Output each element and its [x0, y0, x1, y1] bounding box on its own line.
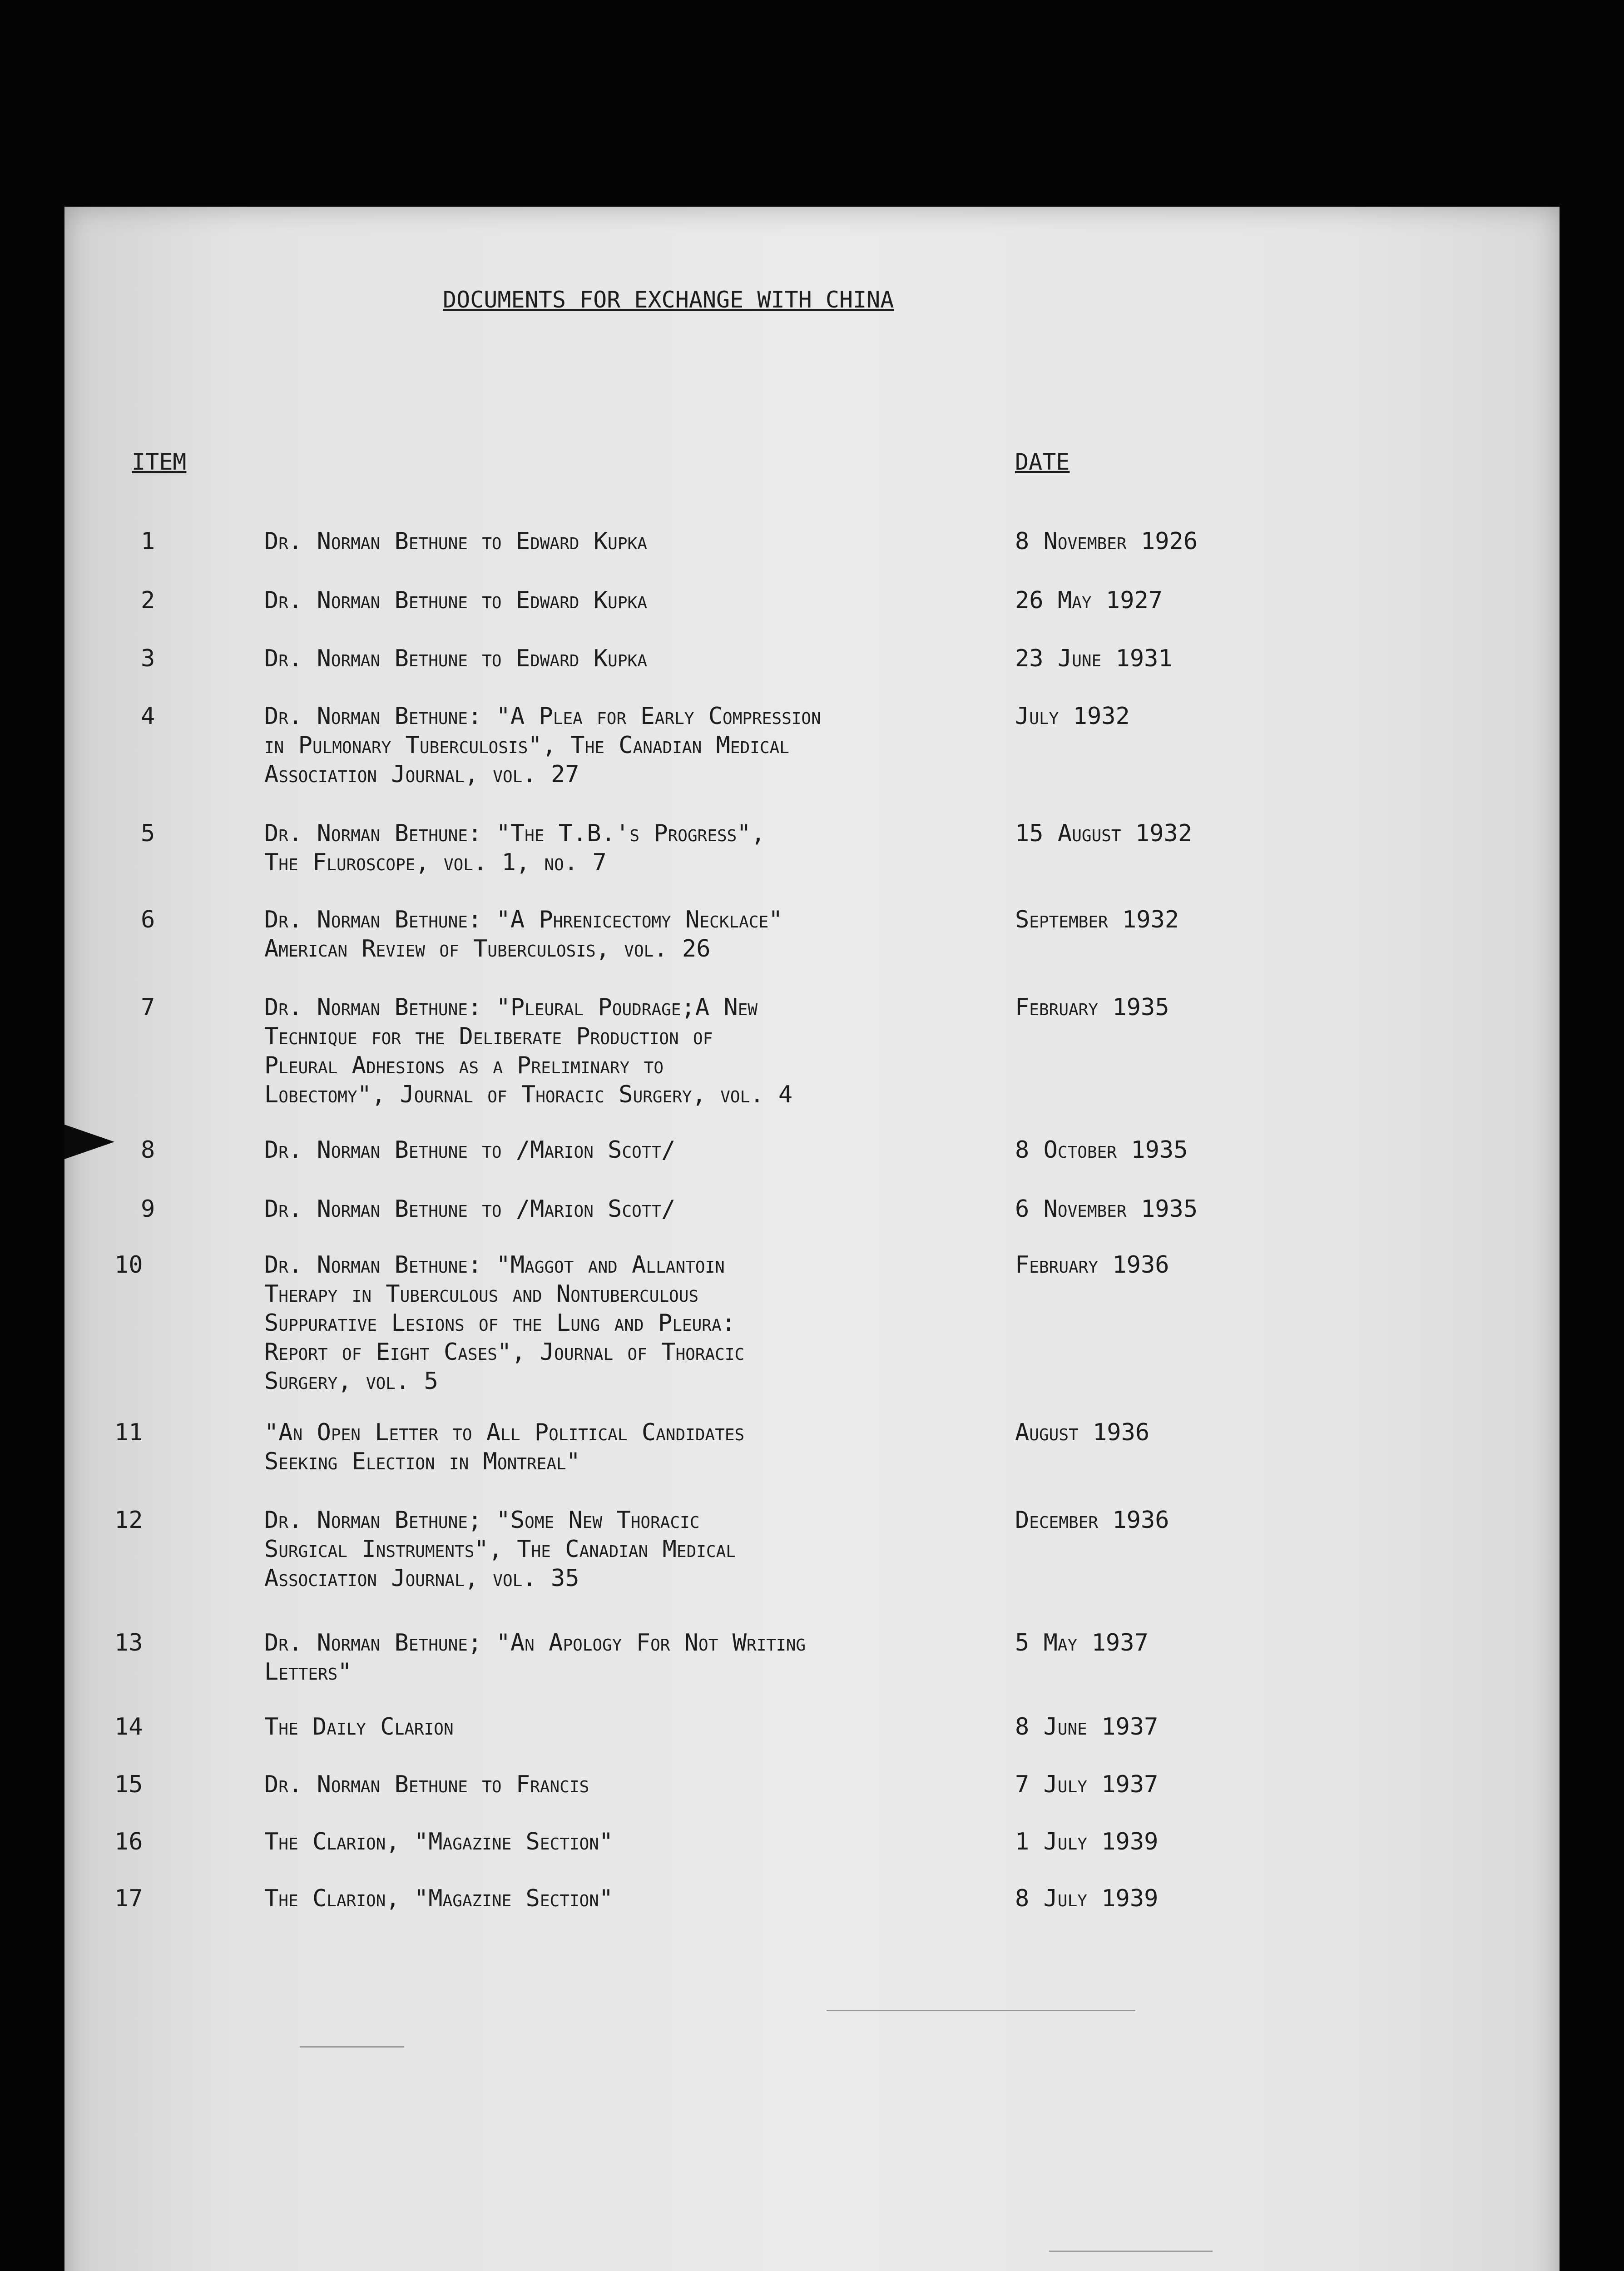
item-number: 13 — [114, 1629, 143, 1656]
item-date: September 1932 — [1015, 906, 1179, 933]
item-date: 1 July 1939 — [1015, 1828, 1159, 1855]
item-number: 1 — [141, 528, 155, 555]
description-line: Lobectomy", Journal of Thoracic Surgery, vol. 4 — [264, 1081, 793, 1108]
item-description — [264, 1418, 744, 1476]
item-number: 14 — [114, 1713, 143, 1740]
item-number: 7 — [141, 994, 155, 1021]
item-description — [264, 527, 647, 556]
item-number: 17 — [114, 1885, 143, 1912]
description-line: Dr. Norman Bethune to Edward Kupka — [264, 587, 647, 614]
description-line: Suppurative Lesions of the Lung and Pleura: — [264, 1309, 736, 1337]
item-description — [264, 905, 783, 963]
item-date: August 1936 — [1015, 1419, 1150, 1446]
description-line: The Daily Clarion — [264, 1713, 454, 1740]
item-date: 8 July 1939 — [1015, 1885, 1159, 1912]
item-description — [264, 586, 647, 615]
item-date: February 1936 — [1015, 1251, 1169, 1279]
date-column-header: DATE — [1015, 449, 1070, 475]
document-sheet — [64, 207, 1560, 2271]
divider-rule — [1049, 2251, 1213, 2252]
item-number: 16 — [114, 1828, 143, 1855]
description-line: Dr. Norman Bethune; "An Apology For Not Writing — [264, 1629, 806, 1656]
item-column-header: ITEM — [132, 449, 187, 475]
item-date: December 1936 — [1015, 1507, 1169, 1534]
description-line: "An Open Letter to All Political Candidates — [264, 1419, 745, 1446]
description-line: Dr. Norman Bethune: "The T.B.'s Progress", — [264, 820, 765, 847]
item-number: 6 — [141, 906, 155, 933]
item-number: 15 — [114, 1771, 143, 1798]
item-description — [264, 1712, 454, 1741]
item-description — [264, 1195, 675, 1224]
item-date: 23 June 1931 — [1015, 645, 1173, 672]
divider-rule — [827, 2010, 1135, 2011]
description-line: Association Journal, vol. 35 — [264, 1565, 579, 1592]
divider-rule — [300, 2046, 404, 2048]
description-line: Dr. Norman Bethune; "Some New Thoracic — [264, 1507, 700, 1534]
item-date: July 1932 — [1015, 703, 1130, 730]
description-line: Dr. Norman Bethune: "A Plea for Early Compression — [264, 703, 821, 730]
description-line: Technique for the Deliberate Production of — [264, 1023, 713, 1050]
item-description — [264, 1770, 589, 1799]
description-line: Letters" — [264, 1658, 352, 1686]
item-description — [264, 702, 821, 789]
description-line: American Review of Tuberculosis, vol. 26 — [264, 935, 711, 962]
description-line: Dr. Norman Bethune: "Maggot and Allantoin — [264, 1251, 725, 1279]
item-date: 6 November 1935 — [1015, 1195, 1198, 1223]
description-line: Dr. Norman Bethune to Edward Kupka — [264, 528, 647, 555]
description-line: Dr. Norman Bethune: "A Phrenicectomy Necklace" — [264, 906, 783, 933]
pointer-arrow-icon — [64, 1125, 114, 1159]
description-line: The Clarion, "Magazine Section" — [264, 1828, 614, 1855]
item-description — [264, 1827, 613, 1856]
item-number: 11 — [114, 1419, 143, 1446]
description-line: Surgery, vol. 5 — [264, 1368, 438, 1395]
description-line: Surgical Instruments", The Canadian Medical — [264, 1536, 736, 1563]
item-number: 9 — [141, 1195, 155, 1223]
item-description — [264, 1506, 736, 1593]
item-number: 5 — [141, 820, 155, 847]
description-line: Report of Eight Cases", Journal of Thoracic — [264, 1339, 745, 1366]
description-line: The Fluroscope, vol. 1, no. 7 — [264, 849, 607, 876]
document-title: DOCUMENTS FOR EXCHANGE WITH CHINA — [443, 287, 894, 313]
item-description — [264, 644, 647, 673]
item-description — [264, 1628, 806, 1686]
item-date: 15 August 1932 — [1015, 820, 1193, 847]
description-line: Dr. Norman Bethune to Francis — [264, 1771, 589, 1798]
item-description — [264, 1250, 744, 1396]
item-number: 3 — [141, 645, 155, 672]
item-date: 7 July 1937 — [1015, 1771, 1159, 1798]
item-date: 5 May 1937 — [1015, 1629, 1149, 1656]
item-description — [264, 819, 765, 877]
item-date: 8 November 1926 — [1015, 528, 1198, 555]
item-date: 8 October 1935 — [1015, 1136, 1188, 1164]
item-number: 10 — [114, 1251, 143, 1279]
description-line: Dr. Norman Bethune: "Pleural Poudrage;A New — [264, 994, 758, 1021]
description-line: Seeking Election in Montreal" — [264, 1448, 580, 1475]
item-number: 8 — [141, 1136, 155, 1164]
item-date: 26 May 1927 — [1015, 587, 1163, 614]
description-line: Dr. Norman Bethune to /Marion Scott/ — [264, 1136, 676, 1164]
item-description — [264, 1136, 675, 1165]
item-number: 2 — [141, 587, 155, 614]
item-date: 8 June 1937 — [1015, 1713, 1159, 1740]
description-line: Pleural Adhesions as a Preliminary to — [264, 1052, 663, 1079]
item-date: February 1935 — [1015, 994, 1169, 1021]
description-line: Therapy in Tuberculous and Nontuberculous — [264, 1280, 699, 1308]
item-description — [264, 1884, 613, 1913]
item-description — [264, 993, 792, 1109]
description-line: in Pulmonary Tuberculosis", The Canadian Medical — [264, 732, 789, 759]
description-line: Dr. Norman Bethune to Edward Kupka — [264, 645, 647, 672]
item-number: 12 — [114, 1507, 143, 1534]
description-line: Dr. Norman Bethune to /Marion Scott/ — [264, 1195, 676, 1223]
description-line: Association Journal, vol. 27 — [264, 761, 579, 788]
description-line: The Clarion, "Magazine Section" — [264, 1885, 614, 1912]
item-number: 4 — [141, 703, 155, 730]
